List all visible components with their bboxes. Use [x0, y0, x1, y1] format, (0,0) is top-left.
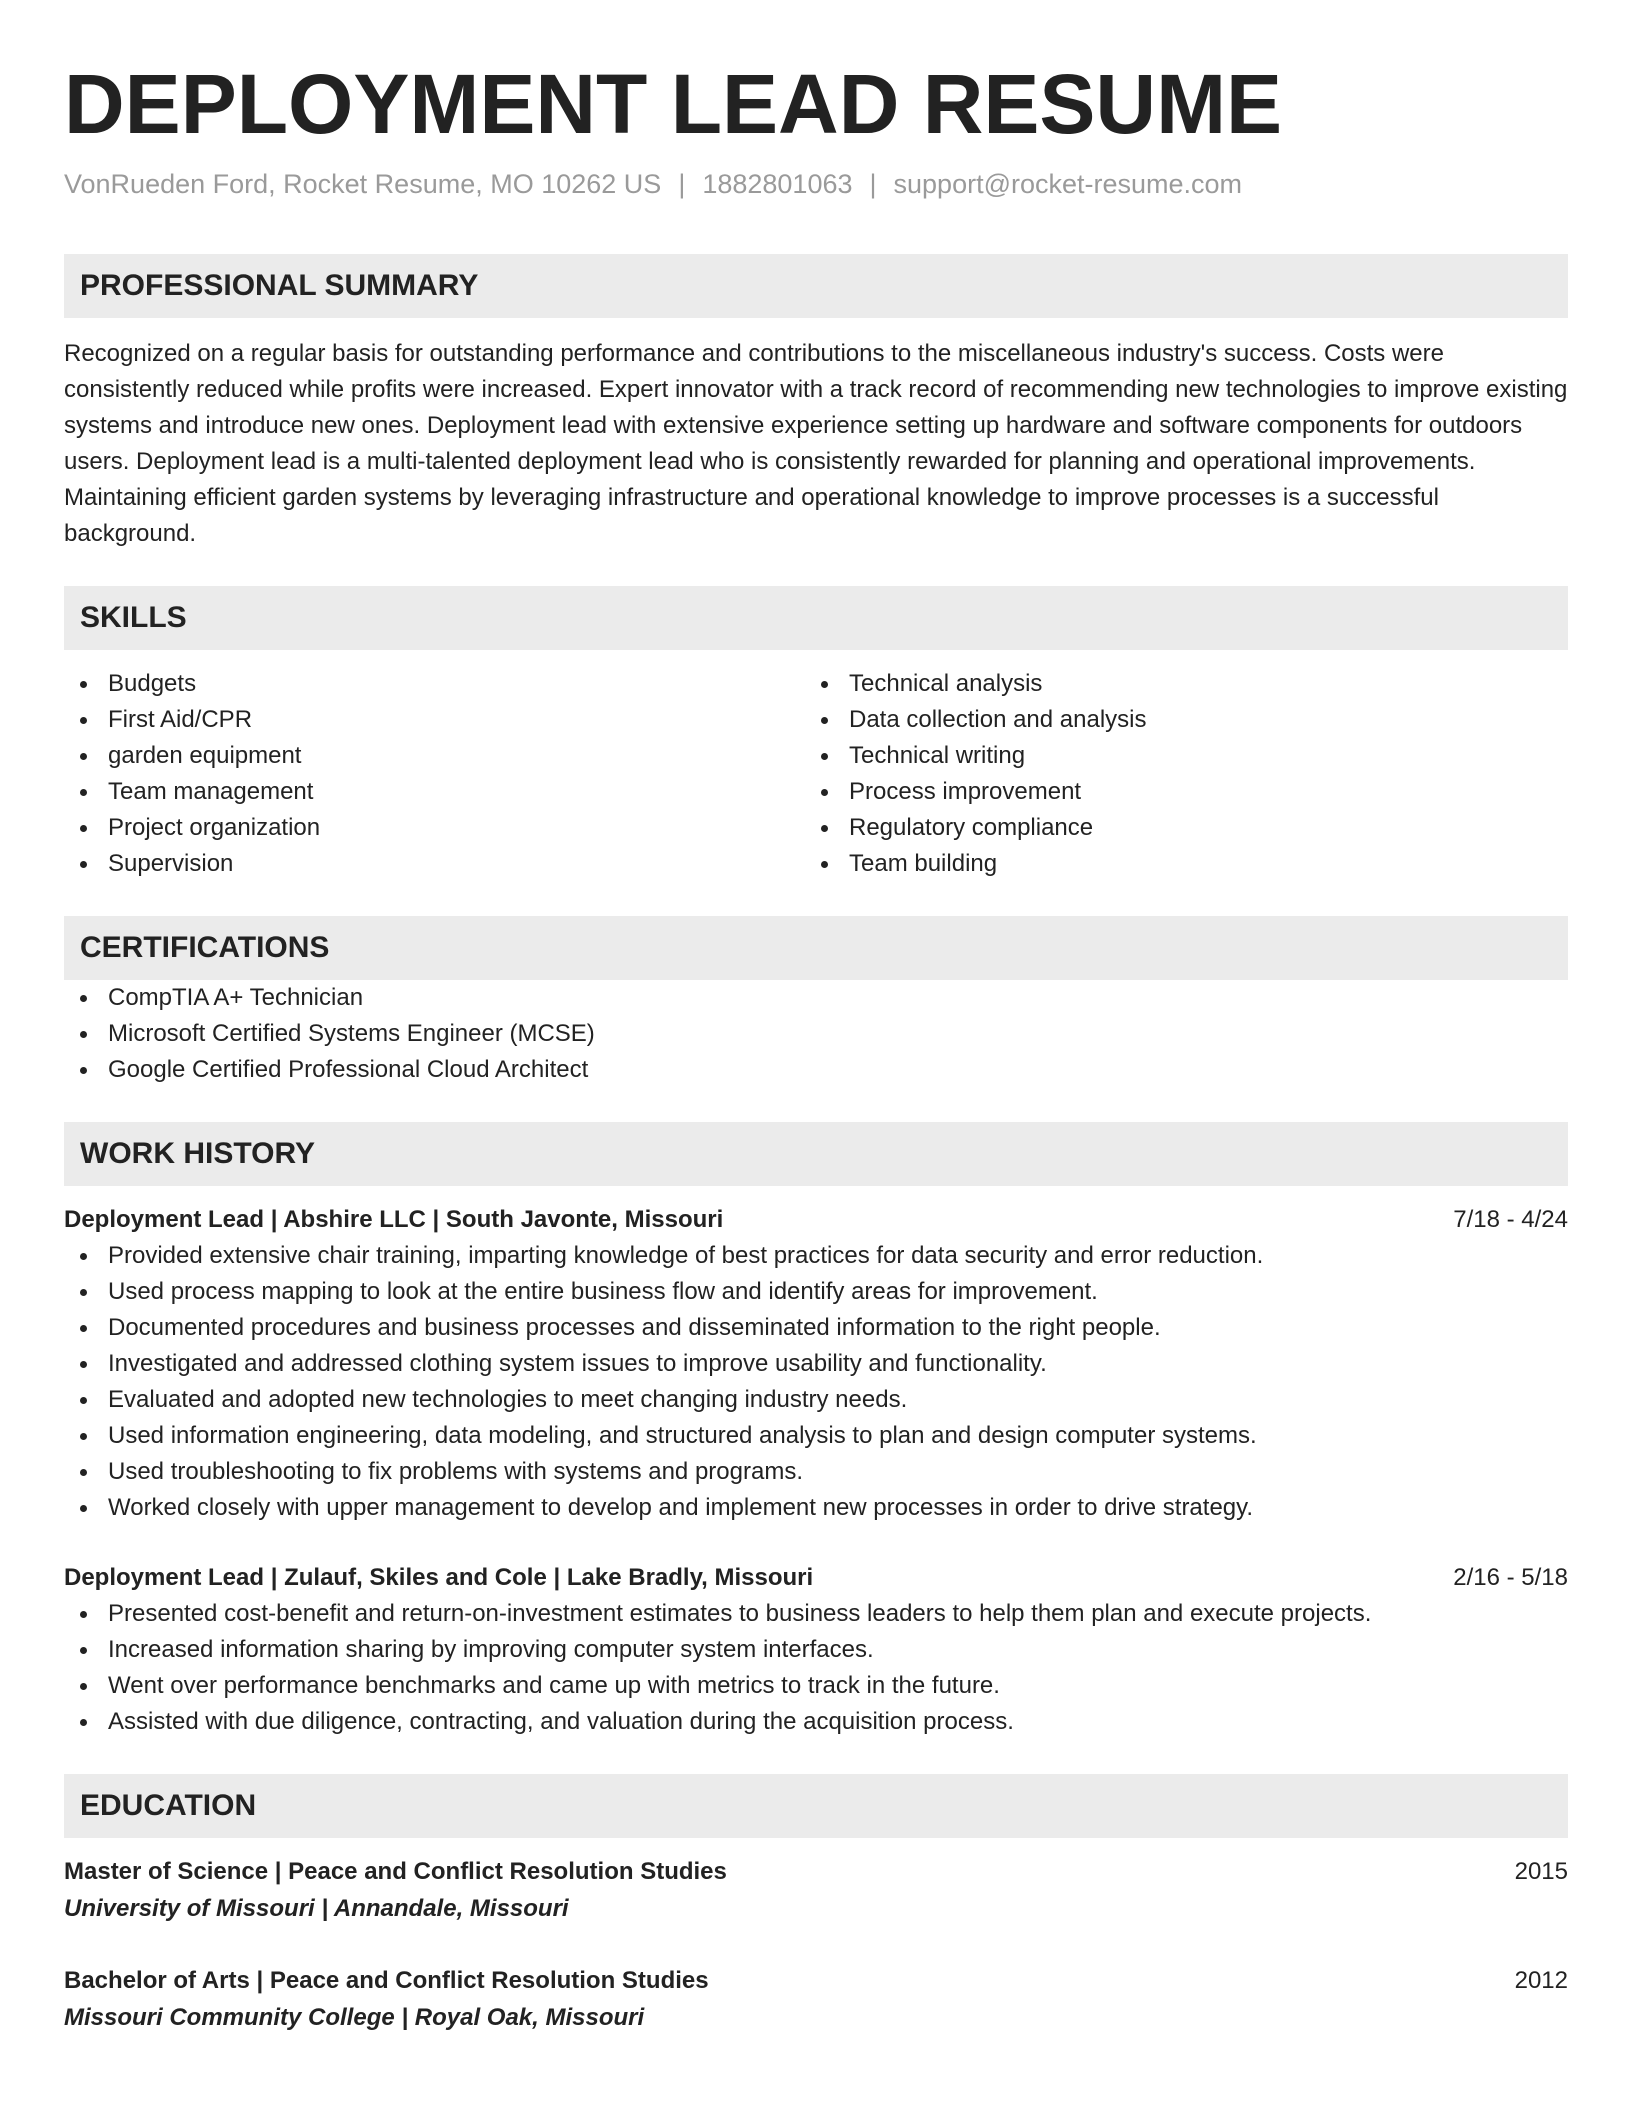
- education-entry: [64, 1963, 1568, 2036]
- contact-phone: 1882801063: [702, 169, 853, 199]
- job-bullet: Used information engineering, data modeling, and structured analysis to plan and design computer systems.: [64, 1418, 1568, 1454]
- job-header: [64, 1202, 1568, 1238]
- job-bullet: Used process mapping to look at the entire business flow and identify areas for improvement.: [64, 1274, 1568, 1310]
- job-bullet: Went over performance benchmarks and came up with metrics to track in the future.: [64, 1668, 1568, 1704]
- summary-text: Recognized on a regular basis for outstanding performance and contributions to the miscellaneous industry's success. Costs were consistently reduced while profits were increased. Expert innovator with a track record of recommending new technologies to improve existing systems and introduce new ones. Deployment lead with extensive experience setting up hardware and software components for outdoors users. Deployment lead is a multi-talented deployment lead who is consistently rewarded for planning and operational improvements. Maintaining efficient garden systems by leveraging infrastructure and operational knowledge to improve processes is a successful background.: [64, 340, 1568, 547]
- skill-item: Technical analysis: [805, 666, 1546, 702]
- job-header: [64, 1560, 1568, 1596]
- education-entry: [64, 1854, 1568, 1927]
- contact-separator: |: [678, 169, 686, 199]
- section-header-skills: SKILLS: [64, 586, 1568, 650]
- skill-item: Team management: [64, 774, 805, 810]
- skills-column-left: [64, 666, 805, 882]
- resume-title: DEPLOYMENT LEAD RESUME: [64, 57, 1283, 151]
- skills-grid: [64, 666, 1568, 882]
- job-bullet: Documented procedures and business processes and disseminated information to the right people.: [64, 1310, 1568, 1346]
- contact-separator: |: [869, 169, 877, 199]
- job-bullets: [64, 1238, 1568, 1526]
- section-header-certifications: CERTIFICATIONS: [64, 916, 1568, 980]
- job-bullet: Increased information sharing by improving computer system interfaces.: [64, 1632, 1568, 1668]
- job-title: Deployment Lead | Abshire LLC | South Javonte, Missouri: [64, 1206, 724, 1233]
- skill-item: Regulatory compliance: [805, 810, 1546, 846]
- contact-line: [64, 166, 1568, 202]
- skill-item: Supervision: [64, 846, 805, 882]
- skill-item: Data collection and analysis: [805, 702, 1546, 738]
- job-entry: [64, 1202, 1568, 1526]
- job-title: Deployment Lead | Zulauf, Skiles and Cole | Lake Bradly, Missouri: [64, 1564, 814, 1591]
- education-school: Missouri Community College | Royal Oak, Missouri: [64, 2004, 645, 2031]
- job-bullet: Investigated and addressed clothing system issues to improve usability and functionality.: [64, 1346, 1568, 1382]
- skill-item: First Aid/CPR: [64, 702, 805, 738]
- education-school: University of Missouri | Annandale, Missouri: [64, 1895, 569, 1922]
- contact-address: VonRueden Ford, Rocket Resume, MO 10262 US: [64, 169, 662, 199]
- job-bullet: Provided extensive chair training, imparting knowledge of best practices for data security and error reduction.: [64, 1238, 1568, 1274]
- education-degree: Master of Science | Peace and Conflict Resolution Studies: [64, 1858, 727, 1885]
- section-header-summary: PROFESSIONAL SUMMARY: [64, 254, 1568, 318]
- certification-item: Google Certified Professional Cloud Architect: [64, 1052, 1568, 1088]
- education-year: 2015: [1514, 1858, 1568, 1885]
- job-bullet: Worked closely with upper management to develop and implement new processes in order to drive strategy.: [64, 1490, 1568, 1526]
- job-dates: 7/18 - 4/24: [1453, 1206, 1568, 1233]
- job-bullet: Used troubleshooting to fix problems with systems and programs.: [64, 1454, 1568, 1490]
- skills-column-right: [805, 666, 1546, 882]
- skill-item: Technical writing: [805, 738, 1546, 774]
- skill-item: Budgets: [64, 666, 805, 702]
- job-bullet: Evaluated and adopted new technologies to meet changing industry needs.: [64, 1382, 1568, 1418]
- skill-item: Process improvement: [805, 774, 1546, 810]
- education-header: [64, 1854, 1568, 1890]
- certification-item: CompTIA A+ Technician: [64, 980, 1568, 1016]
- certification-item: Microsoft Certified Systems Engineer (MCSE): [64, 1016, 1568, 1052]
- job-dates: 2/16 - 5/18: [1453, 1564, 1568, 1591]
- contact-email: support@rocket-resume.com: [893, 169, 1243, 199]
- education-degree: Bachelor of Arts | Peace and Conflict Resolution Studies: [64, 1967, 709, 1994]
- job-bullet: Assisted with due diligence, contracting, and valuation during the acquisition process.: [64, 1704, 1568, 1740]
- skill-item: Project organization: [64, 810, 805, 846]
- education-year: 2012: [1514, 1967, 1568, 1994]
- certifications-list: [64, 980, 1568, 1088]
- skill-item: Team building: [805, 846, 1546, 882]
- education-header: [64, 1963, 1568, 1999]
- job-entry: [64, 1560, 1568, 1740]
- job-bullet: Presented cost-benefit and return-on-investment estimates to business leaders to help them plan and execute projects.: [64, 1596, 1568, 1632]
- section-header-work-history: WORK HISTORY: [64, 1122, 1568, 1186]
- skill-item: garden equipment: [64, 738, 805, 774]
- job-bullets: [64, 1596, 1568, 1740]
- section-header-education: EDUCATION: [64, 1774, 1568, 1838]
